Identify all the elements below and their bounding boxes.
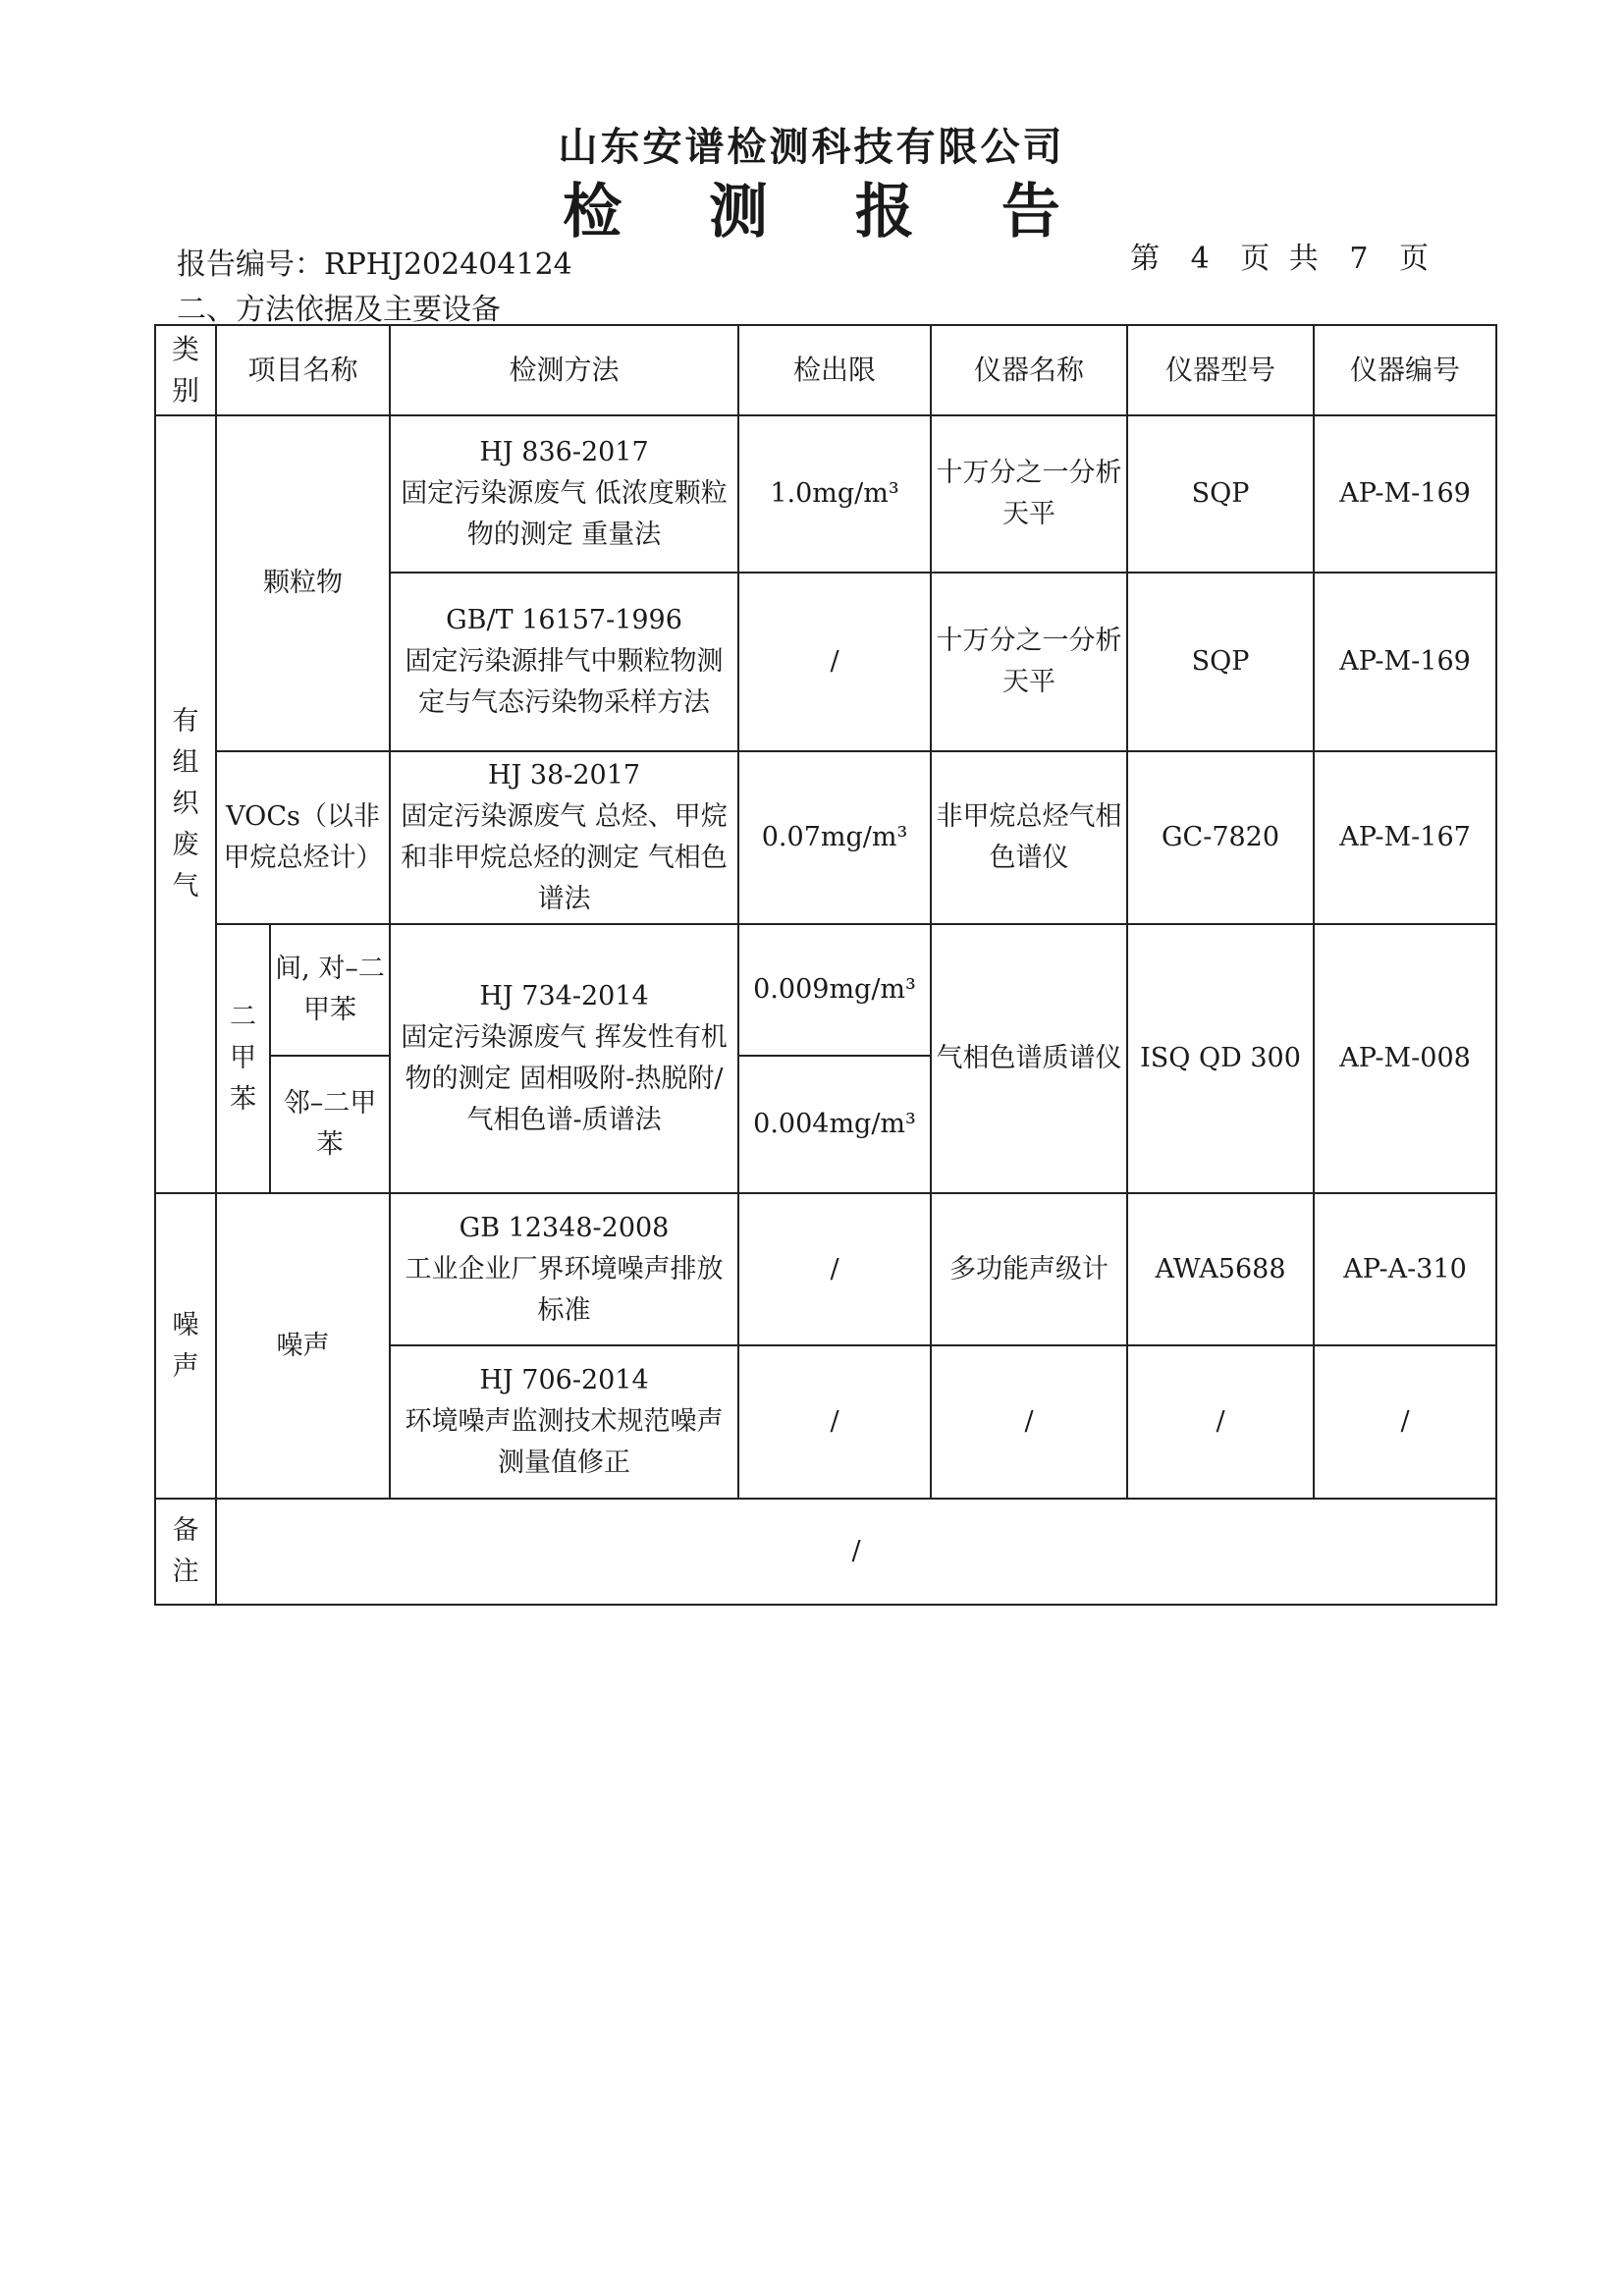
item-xylene-group: 二 甲 苯: [216, 924, 270, 1193]
page-total: 7: [1349, 242, 1369, 276]
page-prefix: 第: [1130, 242, 1161, 276]
method-description: 固定污染源废气 低浓度颗粒物的测定 重量法: [401, 478, 728, 550]
detection-limit: 0.009mg/m³: [738, 924, 931, 1056]
instrument-number: /: [1314, 1345, 1496, 1499]
header-instrument-no: 仪器编号: [1314, 325, 1496, 415]
header-item: 项目名称: [216, 325, 390, 415]
method-description: 环境噪声监测技术规范噪声测量值修正: [405, 1406, 724, 1478]
method-cell: [390, 1193, 738, 1345]
table-header-row: [155, 325, 1496, 415]
method-cell: [390, 751, 738, 924]
method-cell: [390, 924, 738, 1193]
report-title: 检 测 报 告: [563, 178, 1094, 246]
instrument-model: SQP: [1127, 573, 1314, 751]
header-limit: 检出限: [738, 325, 931, 415]
method-code: HJ 836-2017: [479, 437, 649, 467]
method-cell: [390, 573, 738, 751]
detection-limit: 0.004mg/m³: [738, 1056, 931, 1193]
header-category: 类 别: [155, 325, 216, 415]
method-description: 固定污染源废气 挥发性有机物的测定 固相吸附-热脱附/气相色谱-质谱法: [401, 1022, 728, 1135]
instrument-number: AP-M-167: [1314, 751, 1496, 924]
header-instrument-model: 仪器型号: [1127, 325, 1314, 415]
method-cell: [390, 1345, 738, 1499]
detection-limit: /: [738, 573, 931, 751]
method-code: HJ 706-2014: [479, 1365, 649, 1395]
method-code: HJ 38-2017: [487, 760, 641, 791]
instrument-model: GC-7820: [1127, 751, 1314, 924]
category-noise: 噪 声: [155, 1193, 216, 1499]
report-number-value: RPHJ202404124: [324, 247, 572, 282]
instrument-number: AP-M-169: [1314, 415, 1496, 573]
table-row: [155, 1193, 1496, 1345]
category-organized-gas: 有 组 织 废 气: [155, 415, 216, 1193]
table-row: [155, 924, 1496, 1056]
page-suffix: 页: [1399, 242, 1429, 276]
item-vocs: VOCs（以非甲烷总烃计）: [216, 751, 390, 924]
instrument-name: 十万分之一分析天平: [931, 415, 1127, 573]
instrument-name: /: [931, 1345, 1127, 1499]
remarks-value: /: [216, 1499, 1496, 1605]
instrument-name: 十万分之一分析天平: [931, 573, 1127, 751]
instrument-name: 非甲烷总烃气相色谱仪: [931, 751, 1127, 924]
report-number-label: 报告编号：: [177, 247, 324, 282]
header-method: 检测方法: [390, 325, 738, 415]
detection-limit: /: [738, 1345, 931, 1499]
table-row: [155, 415, 1496, 573]
method-description: 固定污染源废气 总烃、甲烷和非甲烷总烃的测定 气相色谱法: [401, 801, 728, 914]
company-name: 山东安谱检测科技有限公司: [558, 124, 1065, 170]
method-description: 固定污染源排气中颗粒物测定与气态污染物采样方法: [405, 646, 724, 718]
report-number: [177, 240, 572, 283]
detection-limit: 1.0mg/m³: [738, 415, 931, 573]
instrument-model: /: [1127, 1345, 1314, 1499]
method-code: GB/T 16157-1996: [446, 605, 682, 635]
instrument-name: 气相色谱质谱仪: [931, 924, 1127, 1193]
item-particulate: 颗粒物: [216, 415, 390, 751]
page-indicator: [1124, 234, 1434, 277]
instrument-model: ISQ QD 300: [1127, 924, 1314, 1193]
method-cell: [390, 415, 738, 573]
instrument-model: SQP: [1127, 415, 1314, 573]
method-description: 工业企业厂界环境噪声排放标准: [405, 1253, 724, 1326]
method-code: GB 12348-2008: [459, 1212, 670, 1243]
detection-limit: /: [738, 1193, 931, 1345]
item-o-xylene: 邻–二甲苯: [270, 1056, 390, 1193]
page-current: 4: [1190, 242, 1210, 276]
instrument-number: AP-M-169: [1314, 573, 1496, 751]
instrument-model: AWA5688: [1127, 1193, 1314, 1345]
instrument-number: AP-A-310: [1314, 1193, 1496, 1345]
header-instrument-name: 仪器名称: [931, 325, 1127, 415]
table-row: [155, 751, 1496, 924]
instrument-number: AP-M-008: [1314, 924, 1496, 1193]
detection-limit: 0.07mg/m³: [738, 751, 931, 924]
item-mp-xylene: 间, 对–二甲苯: [270, 924, 390, 1056]
section-title: 二、方法依据及主要设备: [177, 293, 501, 327]
instrument-name: 多功能声级计: [931, 1193, 1127, 1345]
item-noise: 噪声: [216, 1193, 390, 1499]
method-code: HJ 734-2014: [479, 981, 649, 1011]
methods-equipment-table: [154, 324, 1497, 1606]
page-mid: 页 共: [1240, 242, 1319, 276]
remarks-row: [155, 1499, 1496, 1605]
remarks-label: 备 注: [155, 1499, 216, 1605]
